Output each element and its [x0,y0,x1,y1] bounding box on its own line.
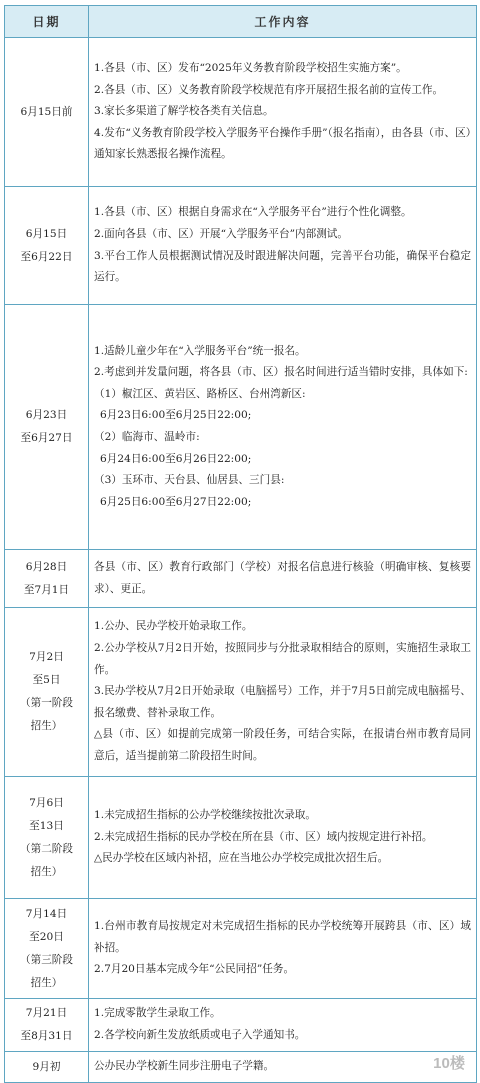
date-line: 7月2日 [29,651,64,663]
work-item: 3.家长多渠道了解学校各类有关信息。 [94,105,274,118]
work-item: 1.未完成招生指标的公办学校继续按批次录取。 [94,809,316,822]
header-date: 日期 [5,6,89,38]
work-item: 各县（市、区）教育行政部门（学校）对报名信息进行核验（明确审核、复核要求）、更正。 [94,560,471,595]
schedule-date-cell [5,899,89,999]
work-item: 6月23日6:00至6月25日22:00; [100,409,252,422]
table-row [5,1052,477,1083]
work-item: 2.7月20日基本完成今年“公民同招”任务。 [94,963,295,976]
work-item: 1.适龄儿童少年在“入学服务平台”统一报名。 [94,344,306,357]
work-item: △县（市、区）如提前完成第一阶段任务，可结合实际，在报请台州市教育局同意后，适当提前第二阶段招生时间。 [94,728,471,762]
header-work: 工作内容 [89,6,477,38]
schedule-date-cell [5,777,89,899]
date-line: 7月6日 [29,796,64,809]
table-row [5,550,477,608]
table-row [5,608,477,777]
work-content-cell [89,305,477,550]
work-content-cell [89,899,477,999]
schedule-date-cell [5,608,89,777]
work-item: （1）椒江区、黄岩区、路桥区、台州湾新区: [94,387,306,400]
work-item: 6月24日6:00至6月26日22:00; [100,452,252,465]
date-line: 7月21日 [25,1007,68,1019]
date-line: 至7月1日 [23,583,70,596]
work-item: 2.考虑到并发量问题，将各县（市、区）报名时间进行适当错时安排，具体如下: [94,366,468,379]
date-line: 招生） [30,865,63,878]
table-row [5,899,477,999]
work-item: 2.各县（市、区）义务教育阶段学校规范有序开展招生报名前的宣传工作。 [94,83,444,96]
work-item: （2）临海市、温岭市: [94,431,200,443]
date-line: 招生） [30,976,63,989]
work-item: 1.各县（市、区）根据自身需求在“入学服务平台”进行个性化调整。 [94,206,412,219]
date-line: 至5日 [32,674,61,686]
date-line: 招生） [30,720,63,732]
date-line: 6月28日 [25,560,68,573]
work-content-cell [89,1052,477,1083]
date-line: 7月14日 [25,907,68,920]
work-content-cell [89,187,477,305]
date-line: 至6月27日 [20,432,73,444]
work-item: 1.完成零散学生录取工作。 [94,1007,221,1020]
site-watermark-logo: 10楼 [433,1054,465,1072]
date-line: 9月初 [32,1060,61,1073]
table-row [5,305,477,550]
work-item: （3）玉环市、天台县、仙居县、三门县: [94,474,285,487]
date-line: 至8月31日 [20,1030,73,1042]
work-content-cell [89,999,477,1052]
schedule-date-cell [5,550,89,608]
date-line: （第二阶段 [20,842,73,855]
table-row [5,777,477,899]
schedule-table [4,5,477,1083]
work-item: 2.面向各县（市、区）开展“入学服务平台”内部测试。 [94,227,348,240]
schedule-date-cell [5,1052,89,1083]
table-row [5,999,477,1052]
table-body [5,38,477,1083]
work-item: 6月25日6:00至6月27日22:00; [100,495,252,508]
date-line: 至20日 [29,930,64,943]
schedule-date-cell [5,305,89,550]
work-content-cell [89,608,477,777]
work-item: 2.各学校向新生发放纸质或电子入学通知书。 [94,1029,306,1041]
date-line: 6月15日前 [20,105,73,118]
work-item: 2.未完成招生指标的民办学校在所在县（市、区）域内按规定进行补招。 [94,830,433,843]
work-item: 3.平台工作人员根据测试情况及时跟进解决问题，完善平台功能，确保平台稳定运行。 [94,249,471,284]
date-line: （第一阶段 [20,697,73,709]
date-line: 至13日 [29,819,64,832]
table-row [5,38,477,187]
work-item: 1.各县（市、区）发布“2025年义务教育阶段学校招生实施方案”。 [94,62,407,75]
work-item: 1.台州市教育局按规定对未完成招生指标的民办学校统筹开展跨县（市、区）域补招。 [94,920,471,954]
work-item: 公办民办学校新生同步注册电子学籍。 [94,1060,275,1073]
table-row [5,187,477,305]
schedule-date-cell [5,187,89,305]
work-item: 4.发布“义务教育阶段学校入学服务平台操作手册”（报名指南），由各县（市、区）通知家长熟悉报名操作流程。 [94,126,471,161]
table-header [5,6,477,38]
date-line: 6月15日 [25,227,68,240]
work-item: 3.民办学校从7月2日开始录取（电脑摇号）工作，并于7月5日前完成电脑摇号、报名缴费、替补录取工作。 [94,685,471,719]
work-item: 1.公办、民办学校开始录取工作。 [94,620,253,633]
date-line: 6月23日 [25,409,68,421]
schedule-date-cell [5,999,89,1052]
work-content-cell [89,777,477,899]
date-line: （第三阶段 [20,953,73,966]
work-content-cell [89,38,477,187]
work-item: 2.公办学校从7月2日开始，按照同步与分批录取相结合的原则，实施招生录取工作。 [94,642,471,676]
schedule-date-cell [5,38,89,187]
work-item: △民办学校在区域内补招，应在当地公办学校完成批次招生后。 [94,852,389,865]
date-line: 至6月22日 [20,250,73,263]
work-content-cell [89,550,477,608]
